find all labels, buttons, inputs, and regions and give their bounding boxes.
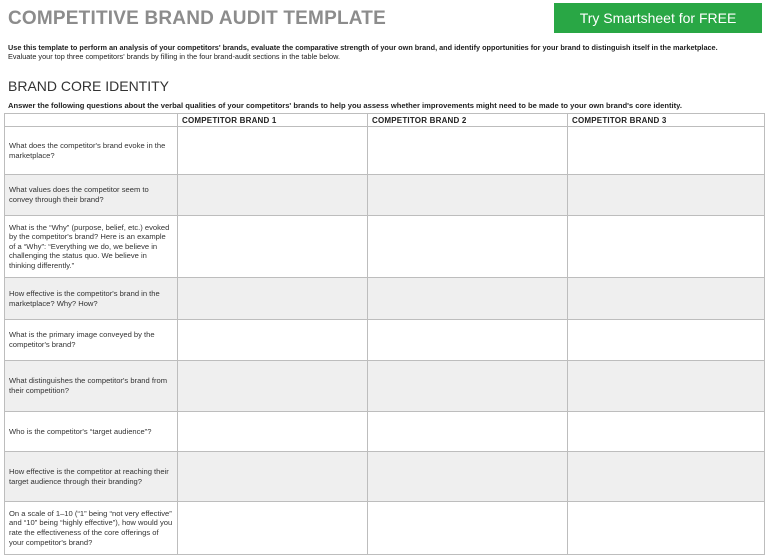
question-cell: On a scale of 1–10 (“1” being “not very effective” and “10” being “highly effective”), how would you rate the effectiveness of the core offerings of your competitor's brand? (5, 502, 178, 555)
brand-1-cell[interactable] (178, 412, 368, 452)
table-row (5, 175, 765, 216)
brand-1-cell[interactable] (178, 175, 368, 216)
brand-1-cell[interactable] (178, 320, 368, 361)
table-row (5, 452, 765, 502)
brand-2-cell[interactable] (368, 175, 568, 216)
brand-3-cell[interactable] (568, 502, 765, 555)
intro-line-1: Use this template to perform an analysis of your competitors' brands, evaluate the comparative strength of your own brand, and identify opportunities for your brand to distinguish itself in the marketplace. (8, 43, 718, 52)
question-cell: What distinguishes the competitor's brand from their competition? (5, 361, 178, 412)
table-row (5, 278, 765, 320)
brand-audit-table (4, 113, 765, 555)
brand-1-cell[interactable] (178, 278, 368, 320)
brand-1-cell[interactable] (178, 452, 368, 502)
brand-3-cell[interactable] (568, 216, 765, 278)
brand-3-cell[interactable] (568, 320, 765, 361)
question-cell: What is the “Why” (purpose, belief, etc.) evoked by the competitor's brand? Here is an example of a “Why”: “Everything we do, we believe in challenging the status quo. We believe in thinking differently.” (5, 216, 178, 278)
table-row (5, 320, 765, 361)
brand-3-cell[interactable] (568, 412, 765, 452)
brand-2-cell[interactable] (368, 216, 568, 278)
question-cell: How effective is the competitor's brand in the marketplace? Why? How? (5, 278, 178, 320)
brand-1-cell[interactable] (178, 216, 368, 278)
brand-2-cell[interactable] (368, 412, 568, 452)
table-row (5, 412, 765, 452)
table-row (5, 361, 765, 412)
column-header-brand-1: COMPETITOR BRAND 1 (178, 114, 368, 127)
intro-text (8, 43, 760, 61)
brand-3-cell[interactable] (568, 452, 765, 502)
question-cell: How effective is the competitor at reaching their target audience through their branding? (5, 452, 178, 502)
table-row (5, 216, 765, 278)
section-description: Answer the following questions about the verbal qualities of your competitors' brands to help you assess whether improvements might need to be made to your own brand's core identity. (8, 101, 682, 110)
brand-3-cell[interactable] (568, 278, 765, 320)
intro-line-2: Evaluate your top three competitors' brands by filling in the four brand-audit sections in the table below. (8, 52, 340, 61)
brand-2-cell[interactable] (368, 452, 568, 502)
section-title: BRAND CORE IDENTITY (8, 78, 170, 94)
table-row (5, 127, 765, 175)
brand-3-cell[interactable] (568, 361, 765, 412)
column-header-brand-3: COMPETITOR BRAND 3 (568, 114, 765, 127)
question-cell: What does the competitor's brand evoke in the marketplace? (5, 127, 178, 175)
brand-3-cell[interactable] (568, 127, 765, 175)
table-row (5, 502, 765, 555)
brand-2-cell[interactable] (368, 361, 568, 412)
brand-1-cell[interactable] (178, 127, 368, 175)
brand-2-cell[interactable] (368, 320, 568, 361)
column-header-question (5, 114, 178, 127)
brand-1-cell[interactable] (178, 502, 368, 555)
page-title: COMPETITIVE BRAND AUDIT TEMPLATE (8, 8, 386, 29)
table-header-row (5, 114, 765, 127)
question-cell: Who is the competitor's “target audience”? (5, 412, 178, 452)
brand-3-cell[interactable] (568, 175, 765, 216)
brand-2-cell[interactable] (368, 278, 568, 320)
question-cell: What is the primary image conveyed by the competitor's brand? (5, 320, 178, 361)
brand-2-cell[interactable] (368, 127, 568, 175)
brand-1-cell[interactable] (178, 361, 368, 412)
brand-2-cell[interactable] (368, 502, 568, 555)
try-smartsheet-button[interactable]: Try Smartsheet for FREE (554, 3, 762, 33)
column-header-brand-2: COMPETITOR BRAND 2 (368, 114, 568, 127)
question-cell: What values does the competitor seem to convey through their brand? (5, 175, 178, 216)
